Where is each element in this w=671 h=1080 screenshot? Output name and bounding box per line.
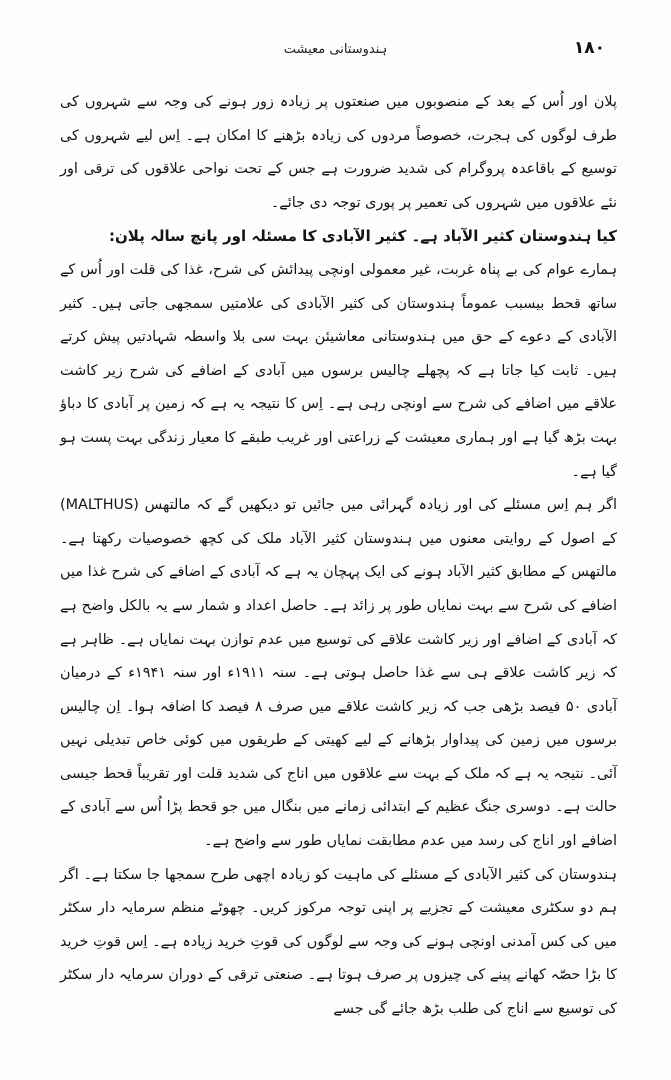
paragraph-evidence: ہمارے عوام کی بے پناہ غربت، غیر معمولی اونچی پیدائش کی شرح، غذا کی قلت اور اُس کے ساتھ قحط بیسبب عموماً ہندوستان کی کثیر الآبادی کی علامتیں سمجھی جاتی ہیں۔ کثیر الآبادی کے دعوے کے حق میں ہندوستانی معاشیئن بہت سی بلا واسطہ شہادتیں پیش کرتے ہیں۔ ثابت کیا جاتا ہے کہ پچھلے چالیس برسوں میں آبادی کے اضافے کی شرح زیر کاشت علاقے میں اضافے کی شرح سے اونچی رہی ہے۔ اِس کا نتیجہ یہ ہے کہ زمین پر آبادی کا دباؤ بہت بڑھ گیا ہے اور ہماری معیشت کے زراعتی اور غریب طبقے کا معیار زندگی بہت پست ہو گیا ہے۔ <box>60 261 617 480</box>
section-heading: کیا ہندوستان کثیر الآباد ہے۔ کثیر الآبادی کا مسئلہ اور پانچ سالہ پلان: <box>109 227 617 246</box>
page-body <box>60 86 617 1027</box>
running-title: ہندوستانی معیشت <box>283 42 388 57</box>
paragraph-malthus: اگر ہم اِس مسئلے کی اور زیادہ گہرائی میں جائیں تو دیکھیں گے کہ مالتھس (MALTHUS) کے اصول کے روایتی معنوں میں ہندوستان کثیر الآباد ملک کی کچھ خصوصیات رکھتا ہے۔ مالتھس کے مطابق کثیر الآباد ہونے کی ایک پہچان یہ ہے کہ آبادی کے اضافے کی شرح غذا میں اضافے کی شرح سے بہت نمایاں طور پر زائد ہے۔ حاصل اعداد و شمار سے یہ بالکل واضح ہے کہ آبادی کے اضافے اور زیر کاشت علاقے کی توسیع میں عدم توازن بہت نمایاں ہے۔ ظاہر ہے کہ زیر کاشت علاقے ہی سے غذا حاصل ہوتی ہے۔ سنہ ۱۹۱۱ء اور سنہ ۱۹۴۱ء کے درمیان آبادی ۵۰ فیصد بڑھی جب کہ زیر کاشت علاقے میں صرف ۸ فیصد کا اضافہ ہوا۔ اِن چالیس برسوں میں زمین کی پیداوار بڑھانے کے لیے کھیتی کے طریقوں میں کوئی خاص تبدیلی نہیں آئی۔ نتیجہ یہ ہے کہ ملک کے بہت سے علاقوں میں اناج کی شدید قلت اور تقریباً قحط جیسی حالت ہے۔ دوسری جنگ عظیم کے ابتدائی زمانے میں بنگال میں جو قحط پڑا اُس سے آبادی کے اضافے اور اناج کی رسد میں عدم مطابقت نمایاں طور سے واضح ہے۔ <box>60 497 617 850</box>
paragraph-two-sector: ہندوستان کی کثیر الآبادی کے مسئلے کی ماہیت کو زیادہ اچھی طرح سمجھا جا سکتا ہے۔ اگر ہم دو سکٹری معیشت کے تجزیے پر اپنی توجہ مرکوز کریں۔ چھوٹے منظم سرمایہ دار سکٹر میں کی کس آمدنی اونچی ہونے کی وجہ سے لوگوں کی قوتِ خرید زیادہ ہے۔ اِس قوتِ خرید کا بڑا حصّہ کھانے پینے کی چیزوں پر صرف ہوتا ہے۔ صنعتی ترقی کے دوران سرمایہ دار سکٹر کی توسیع سے اناج کی طلب بڑھ جائے گی جسے <box>60 866 617 1018</box>
page-number: ۱۸۰ <box>573 38 605 58</box>
page-header <box>60 36 611 66</box>
paragraph-intro: پلان اور اُس کے بعد کے منصوبوں میں صنعتوں پر زیادہ زور ہونے کی وجہ سے شہروں کی طرف لوگوں کی ہجرت، خصوصاً مردوں کی زیادہ بڑھنے کا امکان ہے۔ اِس لیے شہروں کی توسیع کے باقاعدہ پروگرام کی شدید ضرورت ہے جس کے تحت نواحی علاقوں کی ترقی اور نئے علاقوں میں شہروں کی تعمیر پر پوری توجہ دی جائے۔ <box>60 94 617 211</box>
